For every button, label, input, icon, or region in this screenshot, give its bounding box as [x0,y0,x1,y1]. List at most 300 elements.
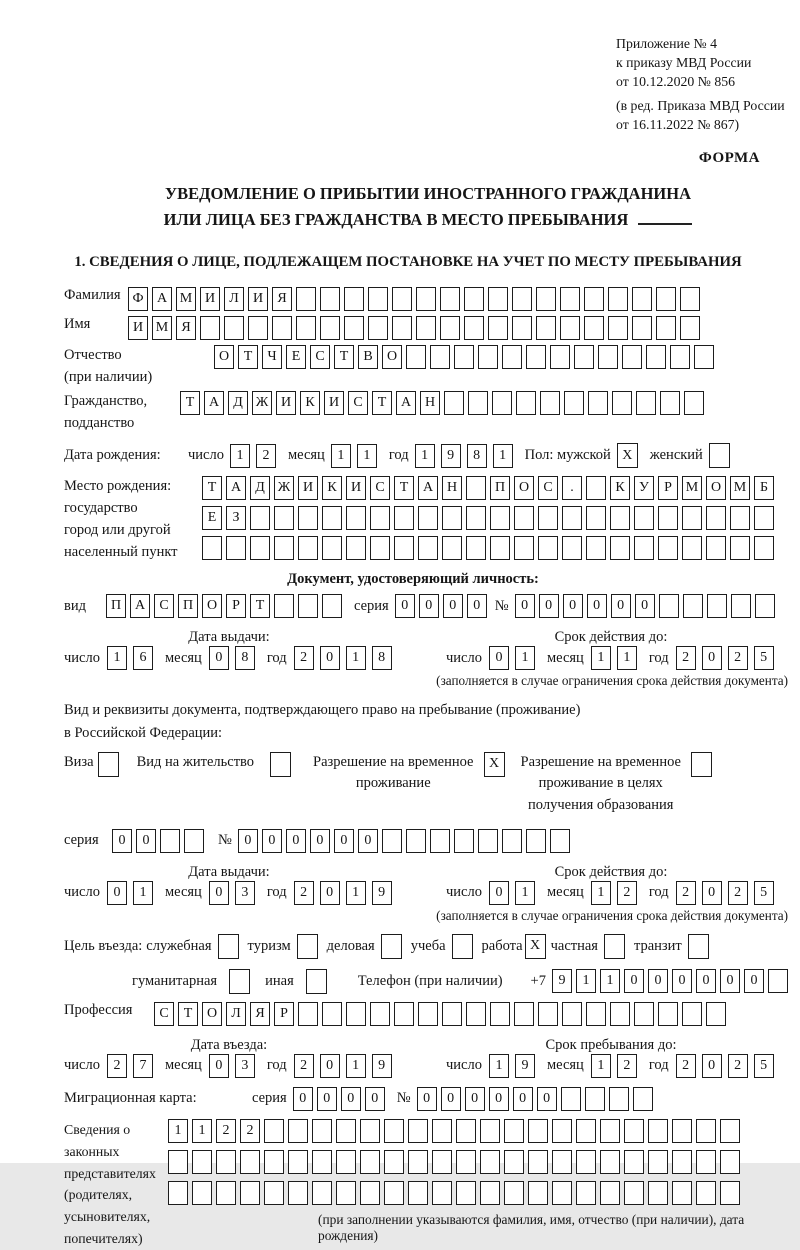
char-cell[interactable]: 0 [395,594,415,618]
char-cell[interactable] [672,1119,692,1143]
char-cell[interactable] [456,1119,476,1143]
char-cell[interactable] [394,1002,414,1026]
char-cell[interactable] [624,1119,644,1143]
char-cell[interactable]: У [634,476,654,500]
char-cell[interactable] [216,1150,236,1174]
char-cell[interactable] [682,536,702,560]
char-cell[interactable] [730,506,750,530]
char-cell[interactable] [562,1002,582,1026]
char-cell[interactable]: 0 [702,646,722,670]
char-cell[interactable] [432,1181,452,1205]
given-name-cells[interactable] [128,316,700,340]
char-cell[interactable] [336,1150,356,1174]
char-cell[interactable] [370,506,390,530]
migration-number-cells[interactable] [417,1087,653,1111]
char-cell[interactable] [250,536,270,560]
char-cell[interactable]: 6 [133,646,153,670]
char-cell[interactable]: 1 [107,646,127,670]
citizenship-cells[interactable] [180,391,704,415]
char-cell[interactable]: 1 [168,1119,188,1143]
char-cell[interactable] [490,536,510,560]
char-cell[interactable]: 1 [357,444,377,468]
char-cell[interactable] [622,345,642,369]
char-cell[interactable] [585,1087,605,1111]
char-cell[interactable]: 1 [515,646,535,670]
char-cell[interactable]: 2 [294,881,314,905]
identity-number-cells[interactable] [515,594,775,618]
char-cell[interactable] [502,345,522,369]
char-cell[interactable]: 0 [624,969,644,993]
char-cell[interactable] [682,506,702,530]
char-cell[interactable]: 0 [648,969,668,993]
char-cell[interactable]: 0 [107,881,127,905]
identity-issue-month-cells[interactable] [209,646,255,670]
char-cell[interactable] [502,829,522,853]
char-cell[interactable] [344,287,364,311]
char-cell[interactable]: 0 [341,1087,361,1111]
char-cell[interactable] [504,1181,524,1205]
char-cell[interactable] [480,1181,500,1205]
temp-residence-education-checkbox[interactable] [691,752,712,777]
char-cell[interactable]: И [248,287,268,311]
char-cell[interactable] [490,506,510,530]
char-cell[interactable] [464,316,484,340]
char-cell[interactable]: М [730,476,750,500]
char-cell[interactable]: 1 [576,969,596,993]
char-cell[interactable] [706,1002,726,1026]
profession-cells[interactable] [154,1002,726,1026]
char-cell[interactable]: 1 [415,444,435,468]
char-cell[interactable]: 0 [513,1087,533,1111]
char-cell[interactable]: 0 [317,1087,337,1111]
char-cell[interactable]: Т [334,345,354,369]
char-cell[interactable]: 1 [346,881,366,905]
char-cell[interactable]: Д [228,391,248,415]
char-cell[interactable]: 1 [515,881,535,905]
char-cell[interactable]: С [154,1002,174,1026]
char-cell[interactable] [707,594,727,618]
char-cell[interactable]: С [310,345,330,369]
char-cell[interactable] [192,1181,212,1205]
char-cell[interactable]: 0 [320,646,340,670]
char-cell[interactable] [312,1119,332,1143]
char-cell[interactable]: 0 [365,1087,385,1111]
char-cell[interactable] [600,1181,620,1205]
char-cell[interactable] [298,506,318,530]
char-cell[interactable]: 0 [515,594,535,618]
char-cell[interactable]: О [382,345,402,369]
char-cell[interactable] [336,1119,356,1143]
char-cell[interactable] [184,829,204,853]
char-cell[interactable] [480,1119,500,1143]
char-cell[interactable] [672,1150,692,1174]
char-cell[interactable]: О [202,594,222,618]
identity-valid-month-cells[interactable] [591,646,637,670]
entry-day-cells[interactable] [107,1054,153,1078]
char-cell[interactable] [768,969,788,993]
birth-year-cells[interactable] [415,444,513,468]
char-cell[interactable]: 0 [489,646,509,670]
char-cell[interactable]: Р [274,1002,294,1026]
char-cell[interactable] [490,1002,510,1026]
char-cell[interactable]: Ж [252,391,272,415]
char-cell[interactable]: 0 [112,829,132,853]
char-cell[interactable]: З [226,506,246,530]
char-cell[interactable]: 0 [209,881,229,905]
char-cell[interactable]: 1 [600,969,620,993]
purpose-transit-checkbox[interactable] [688,934,709,959]
char-cell[interactable] [264,1181,284,1205]
char-cell[interactable] [504,1150,524,1174]
char-cell[interactable] [274,506,294,530]
char-cell[interactable]: 0 [537,1087,557,1111]
char-cell[interactable] [588,391,608,415]
char-cell[interactable]: Е [286,345,306,369]
char-cell[interactable] [442,536,462,560]
char-cell[interactable]: Н [442,476,462,500]
char-cell[interactable]: Ф [128,287,148,311]
char-cell[interactable] [298,536,318,560]
char-cell[interactable] [608,316,628,340]
char-cell[interactable] [576,1181,596,1205]
char-cell[interactable]: А [152,287,172,311]
char-cell[interactable]: 7 [133,1054,153,1078]
char-cell[interactable] [656,316,676,340]
char-cell[interactable] [526,345,546,369]
char-cell[interactable] [336,1181,356,1205]
residence-permit-checkbox[interactable] [270,752,291,777]
char-cell[interactable]: А [418,476,438,500]
char-cell[interactable] [240,1150,260,1174]
char-cell[interactable]: Ч [262,345,282,369]
char-cell[interactable] [552,1181,572,1205]
char-cell[interactable]: 0 [419,594,439,618]
char-cell[interactable]: П [106,594,126,618]
char-cell[interactable] [696,1150,716,1174]
char-cell[interactable]: . [562,476,582,500]
char-cell[interactable]: 0 [417,1087,437,1111]
char-cell[interactable]: М [152,316,172,340]
char-cell[interactable] [464,287,484,311]
char-cell[interactable] [516,391,536,415]
char-cell[interactable] [561,1087,581,1111]
char-cell[interactable]: С [370,476,390,500]
char-cell[interactable]: А [204,391,224,415]
purpose-business-checkbox[interactable] [381,934,402,959]
char-cell[interactable] [368,316,388,340]
char-cell[interactable]: 2 [617,1054,637,1078]
char-cell[interactable]: 0 [293,1087,313,1111]
char-cell[interactable] [720,1181,740,1205]
char-cell[interactable]: 2 [617,881,637,905]
char-cell[interactable]: 2 [676,881,696,905]
char-cell[interactable] [272,316,292,340]
char-cell[interactable] [610,1002,630,1026]
char-cell[interactable] [634,506,654,530]
char-cell[interactable] [584,316,604,340]
char-cell[interactable] [360,1150,380,1174]
char-cell[interactable] [430,829,450,853]
char-cell[interactable] [274,536,294,560]
char-cell[interactable]: И [298,476,318,500]
char-cell[interactable] [660,391,680,415]
char-cell[interactable]: 0 [209,1054,229,1078]
char-cell[interactable]: И [200,287,220,311]
char-cell[interactable]: Т [238,345,258,369]
char-cell[interactable]: 0 [563,594,583,618]
char-cell[interactable] [514,1002,534,1026]
char-cell[interactable]: 1 [346,646,366,670]
char-cell[interactable]: 2 [216,1119,236,1143]
char-cell[interactable]: 5 [754,881,774,905]
char-cell[interactable] [320,316,340,340]
representatives-cells-row1[interactable] [168,1119,792,1143]
char-cell[interactable] [440,287,460,311]
patronymic-cells[interactable] [214,345,714,369]
char-cell[interactable]: О [706,476,726,500]
char-cell[interactable] [632,316,652,340]
char-cell[interactable] [633,1087,653,1111]
char-cell[interactable] [468,391,488,415]
char-cell[interactable]: А [396,391,416,415]
char-cell[interactable] [504,1119,524,1143]
purpose-official-checkbox[interactable] [218,934,239,959]
char-cell[interactable] [514,536,534,560]
stay-until-day-cells[interactable] [489,1054,535,1078]
identity-type-cells[interactable] [106,594,342,618]
identity-valid-year-cells[interactable] [676,646,774,670]
char-cell[interactable]: 8 [467,444,487,468]
char-cell[interactable] [264,1150,284,1174]
char-cell[interactable]: 0 [587,594,607,618]
char-cell[interactable]: 2 [294,1054,314,1078]
char-cell[interactable] [552,1150,572,1174]
char-cell[interactable] [684,391,704,415]
char-cell[interactable]: 0 [672,969,692,993]
char-cell[interactable] [600,1119,620,1143]
char-cell[interactable]: К [300,391,320,415]
char-cell[interactable] [608,287,628,311]
char-cell[interactable] [600,1150,620,1174]
char-cell[interactable]: 9 [372,1054,392,1078]
char-cell[interactable]: К [610,476,630,500]
visa-checkbox[interactable] [98,752,119,777]
char-cell[interactable]: Т [394,476,414,500]
char-cell[interactable]: 3 [235,881,255,905]
char-cell[interactable] [538,1002,558,1026]
purpose-other-checkbox[interactable] [306,969,327,994]
char-cell[interactable]: 3 [235,1054,255,1078]
char-cell[interactable] [384,1181,404,1205]
char-cell[interactable] [312,1181,332,1205]
char-cell[interactable] [550,829,570,853]
phone-cells[interactable] [552,969,788,993]
char-cell[interactable] [754,506,774,530]
char-cell[interactable]: О [514,476,534,500]
migration-series-cells[interactable] [293,1087,385,1111]
char-cell[interactable] [478,345,498,369]
char-cell[interactable] [694,345,714,369]
char-cell[interactable]: Л [226,1002,246,1026]
char-cell[interactable]: Л [224,287,244,311]
char-cell[interactable] [586,536,606,560]
char-cell[interactable]: 1 [591,881,611,905]
char-cell[interactable] [648,1150,668,1174]
char-cell[interactable] [442,1002,462,1026]
char-cell[interactable] [550,345,570,369]
char-cell[interactable] [394,506,414,530]
char-cell[interactable] [720,1119,740,1143]
char-cell[interactable] [648,1119,668,1143]
char-cell[interactable] [658,536,678,560]
purpose-private-checkbox[interactable] [604,934,625,959]
char-cell[interactable]: 2 [294,646,314,670]
char-cell[interactable] [528,1119,548,1143]
char-cell[interactable] [418,1002,438,1026]
char-cell[interactable]: П [490,476,510,500]
char-cell[interactable]: О [202,1002,222,1026]
residence-issue-year-cells[interactable] [294,881,392,905]
char-cell[interactable]: 0 [320,1054,340,1078]
birth-day-cells[interactable] [230,444,276,468]
representatives-cells-row3[interactable] [168,1181,792,1205]
char-cell[interactable] [248,316,268,340]
char-cell[interactable] [432,1150,452,1174]
char-cell[interactable] [296,316,316,340]
char-cell[interactable]: 0 [358,829,378,853]
char-cell[interactable] [382,829,402,853]
char-cell[interactable]: 5 [754,646,774,670]
birth-place-cells-row3[interactable] [202,536,774,560]
char-cell[interactable] [648,1181,668,1205]
purpose-tourism-checkbox[interactable] [297,934,318,959]
char-cell[interactable] [634,1002,654,1026]
char-cell[interactable] [408,1181,428,1205]
char-cell[interactable]: 0 [286,829,306,853]
char-cell[interactable] [454,829,474,853]
char-cell[interactable] [160,829,180,853]
char-cell[interactable] [322,594,342,618]
char-cell[interactable]: 1 [591,646,611,670]
char-cell[interactable]: Т [250,594,270,618]
char-cell[interactable] [612,391,632,415]
char-cell[interactable] [288,1150,308,1174]
char-cell[interactable] [392,287,412,311]
char-cell[interactable] [466,476,486,500]
char-cell[interactable] [730,536,750,560]
char-cell[interactable]: Б [754,476,774,500]
temp-residence-checkbox[interactable]: X [484,752,505,777]
char-cell[interactable] [430,345,450,369]
purpose-humanitarian-checkbox[interactable] [229,969,250,994]
char-cell[interactable] [646,345,666,369]
char-cell[interactable]: 9 [515,1054,535,1078]
char-cell[interactable] [466,1002,486,1026]
char-cell[interactable] [552,1119,572,1143]
char-cell[interactable]: И [128,316,148,340]
char-cell[interactable]: М [176,287,196,311]
char-cell[interactable] [512,287,532,311]
char-cell[interactable] [370,536,390,560]
identity-issue-day-cells[interactable] [107,646,153,670]
char-cell[interactable] [586,1002,606,1026]
char-cell[interactable] [560,316,580,340]
char-cell[interactable] [312,1150,332,1174]
char-cell[interactable] [536,287,556,311]
char-cell[interactable]: 9 [372,881,392,905]
char-cell[interactable] [609,1087,629,1111]
char-cell[interactable] [706,536,726,560]
char-cell[interactable] [658,506,678,530]
birth-place-cells-row1[interactable] [202,476,774,500]
char-cell[interactable] [250,506,270,530]
char-cell[interactable] [432,1119,452,1143]
char-cell[interactable]: 0 [702,1054,722,1078]
char-cell[interactable] [408,1119,428,1143]
char-cell[interactable] [408,1150,428,1174]
char-cell[interactable] [202,536,222,560]
char-cell[interactable] [564,391,584,415]
char-cell[interactable] [370,1002,390,1026]
char-cell[interactable] [224,316,244,340]
char-cell[interactable] [216,1181,236,1205]
char-cell[interactable]: О [214,345,234,369]
char-cell[interactable] [296,287,316,311]
char-cell[interactable]: 2 [240,1119,260,1143]
char-cell[interactable]: 1 [331,444,351,468]
char-cell[interactable] [226,536,246,560]
char-cell[interactable] [466,506,486,530]
char-cell[interactable]: 0 [209,646,229,670]
char-cell[interactable] [478,829,498,853]
char-cell[interactable]: 0 [611,594,631,618]
char-cell[interactable] [528,1150,548,1174]
char-cell[interactable] [488,287,508,311]
char-cell[interactable] [731,594,751,618]
stay-until-month-cells[interactable] [591,1054,637,1078]
purpose-work-checkbox[interactable]: X [525,934,546,959]
char-cell[interactable]: Н [420,391,440,415]
char-cell[interactable]: 0 [489,1087,509,1111]
char-cell[interactable]: 2 [107,1054,127,1078]
representatives-cells-row2[interactable] [168,1150,792,1174]
char-cell[interactable] [274,594,294,618]
char-cell[interactable]: М [682,476,702,500]
char-cell[interactable] [454,345,474,369]
char-cell[interactable] [538,536,558,560]
char-cell[interactable] [672,1181,692,1205]
char-cell[interactable] [574,345,594,369]
char-cell[interactable]: 0 [720,969,740,993]
char-cell[interactable]: 9 [441,444,461,468]
char-cell[interactable]: 2 [728,1054,748,1078]
char-cell[interactable] [466,536,486,560]
sex-female-checkbox[interactable] [709,443,730,468]
char-cell[interactable] [562,506,582,530]
char-cell[interactable] [406,829,426,853]
char-cell[interactable]: 1 [493,444,513,468]
char-cell[interactable] [298,594,318,618]
char-cell[interactable] [560,287,580,311]
char-cell[interactable] [696,1119,716,1143]
char-cell[interactable] [576,1150,596,1174]
residence-valid-month-cells[interactable] [591,881,637,905]
char-cell[interactable] [264,1119,284,1143]
char-cell[interactable] [624,1150,644,1174]
char-cell[interactable]: 0 [465,1087,485,1111]
char-cell[interactable]: 1 [489,1054,509,1078]
char-cell[interactable]: 1 [133,881,153,905]
